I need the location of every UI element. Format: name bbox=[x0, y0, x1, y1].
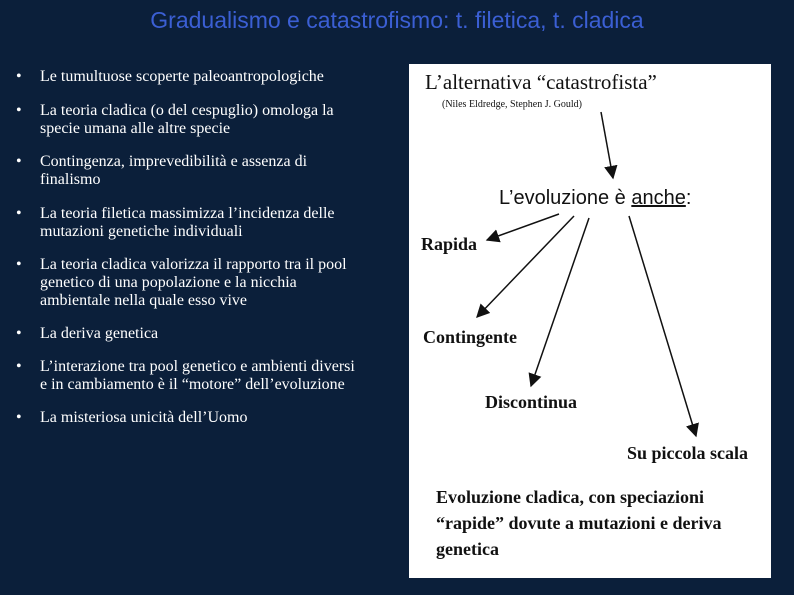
diagram-panel bbox=[409, 64, 771, 578]
bullet-list bbox=[14, 68, 359, 427]
label-discontinua: Discontinua bbox=[485, 392, 578, 412]
label-contingente: Contingente bbox=[423, 327, 517, 347]
panel-heading: L’alternativa “catastrofista” bbox=[425, 70, 657, 94]
main-statement-underlined: anche bbox=[631, 187, 686, 209]
arrow-to-discontinua bbox=[531, 218, 589, 386]
arrow-to-rapida bbox=[487, 214, 559, 240]
conclusion-line-2: “rapide” dovute a mutazioni e deriva bbox=[436, 513, 722, 533]
bullet-item: • Le tumultuose scoperte paleoantropologiche bbox=[14, 68, 359, 86]
bullet-item: • La deriva genetica bbox=[14, 325, 359, 343]
conclusion-line-3: genetica bbox=[436, 539, 499, 559]
bullet-item: • Contingenza, imprevedibilità e assenza di finalismo bbox=[14, 153, 359, 189]
arrow-to-main bbox=[601, 112, 613, 178]
main-statement-prefix: L’evoluzione è bbox=[499, 187, 632, 209]
panel-authors: (Niles Eldredge, Stephen J. Gould) bbox=[442, 99, 582, 110]
bullet-item: • La teoria cladica (o del cespuglio) omologa la specie umana alle altre specie bbox=[14, 102, 359, 138]
bullet-item: • La teoria filetica massimizza l’incidenza delle mutazioni genetiche individuali bbox=[14, 205, 359, 241]
main-statement-suffix: : bbox=[685, 187, 692, 209]
bullet-item: • La teoria cladica valorizza il rapporto tra il pool genetico di una popolazione e la nicchia ambientale nella quale esso vive bbox=[14, 256, 359, 310]
arrow-to-piccola-scala bbox=[629, 216, 696, 436]
label-su-piccola-scala: Su piccola scala bbox=[627, 443, 749, 463]
label-rapida: Rapida bbox=[421, 234, 478, 254]
slide-title: Gradualismo e catastrofismo: t. filetica, t. cladica bbox=[150, 7, 644, 33]
conclusion-line-1: Evoluzione cladica, con speciazioni bbox=[436, 487, 704, 507]
bullet-item: • L’interazione tra pool genetico e ambienti diversi e in cambiamento è il “motore” dell’evoluzione bbox=[14, 358, 359, 394]
main-statement bbox=[499, 187, 691, 210]
bullet-item: • La misteriosa unicità dell’Uomo bbox=[14, 409, 359, 427]
